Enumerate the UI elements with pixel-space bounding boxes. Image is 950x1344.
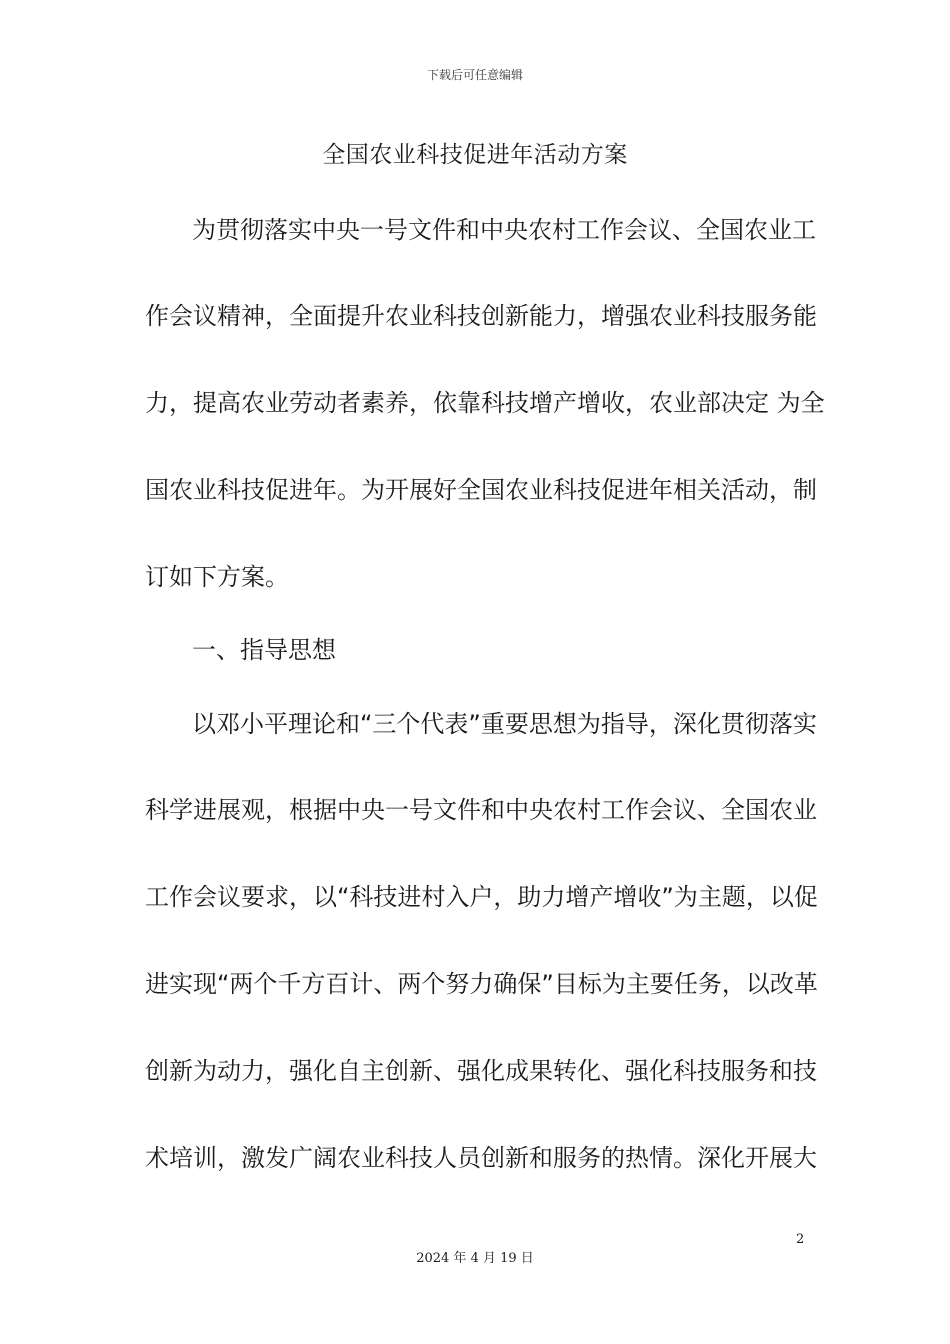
paragraph-1-line-5: 订如下方案。 <box>145 563 289 591</box>
paragraph-2-line-2: 科学进展观，根据中央一号文件和中央农村工作会议、全国农业 <box>145 796 817 824</box>
paragraph-2-line-3: 工作会议要求，以“科技进村入户，助力增产增收”为主题，以促 <box>145 883 818 911</box>
paragraph-1-line-2: 作会议精神，全面提升农业科技创新能力，增强农业科技服务能 <box>145 302 817 330</box>
paragraph-2-line-6: 术培训，激发广阔农业科技人员创新和服务的热情。深化开展大 <box>145 1144 817 1172</box>
footer-date: 2024 年 4 月 19 日 <box>416 1251 534 1266</box>
page-number: 2 <box>796 1232 805 1247</box>
section-heading-guiding-thought: 一、指导思想 <box>192 636 336 664</box>
paragraph-2-line-5: 创新为动力，强化自主创新、强化成果转化、强化科技服务和技 <box>145 1057 817 1085</box>
paragraph-2-line-4: 进实现“两个千方百计、两个努力确保”目标为主要任务，以改革 <box>145 970 818 998</box>
paragraph-1-line-3: 力，提高农业劳动者素养，依靠科技增产增收，农业部决定 为全 <box>145 389 825 417</box>
document-title: 全国农业科技促进年活动方案 <box>322 142 628 168</box>
paragraph-2-line-1: 以邓小平理论和“三个代表”重要思想为指导，深化贯彻落实 <box>192 710 817 738</box>
paragraph-1-line-1: 为贯彻落实中央一号文件和中央农村工作会议、全国农业工 <box>192 216 816 244</box>
page-header-note: 下载后可任意编辑 <box>426 68 523 82</box>
paragraph-1-line-4: 国农业科技促进年。为开展好全国农业科技促进年相关活动，制 <box>145 476 817 504</box>
